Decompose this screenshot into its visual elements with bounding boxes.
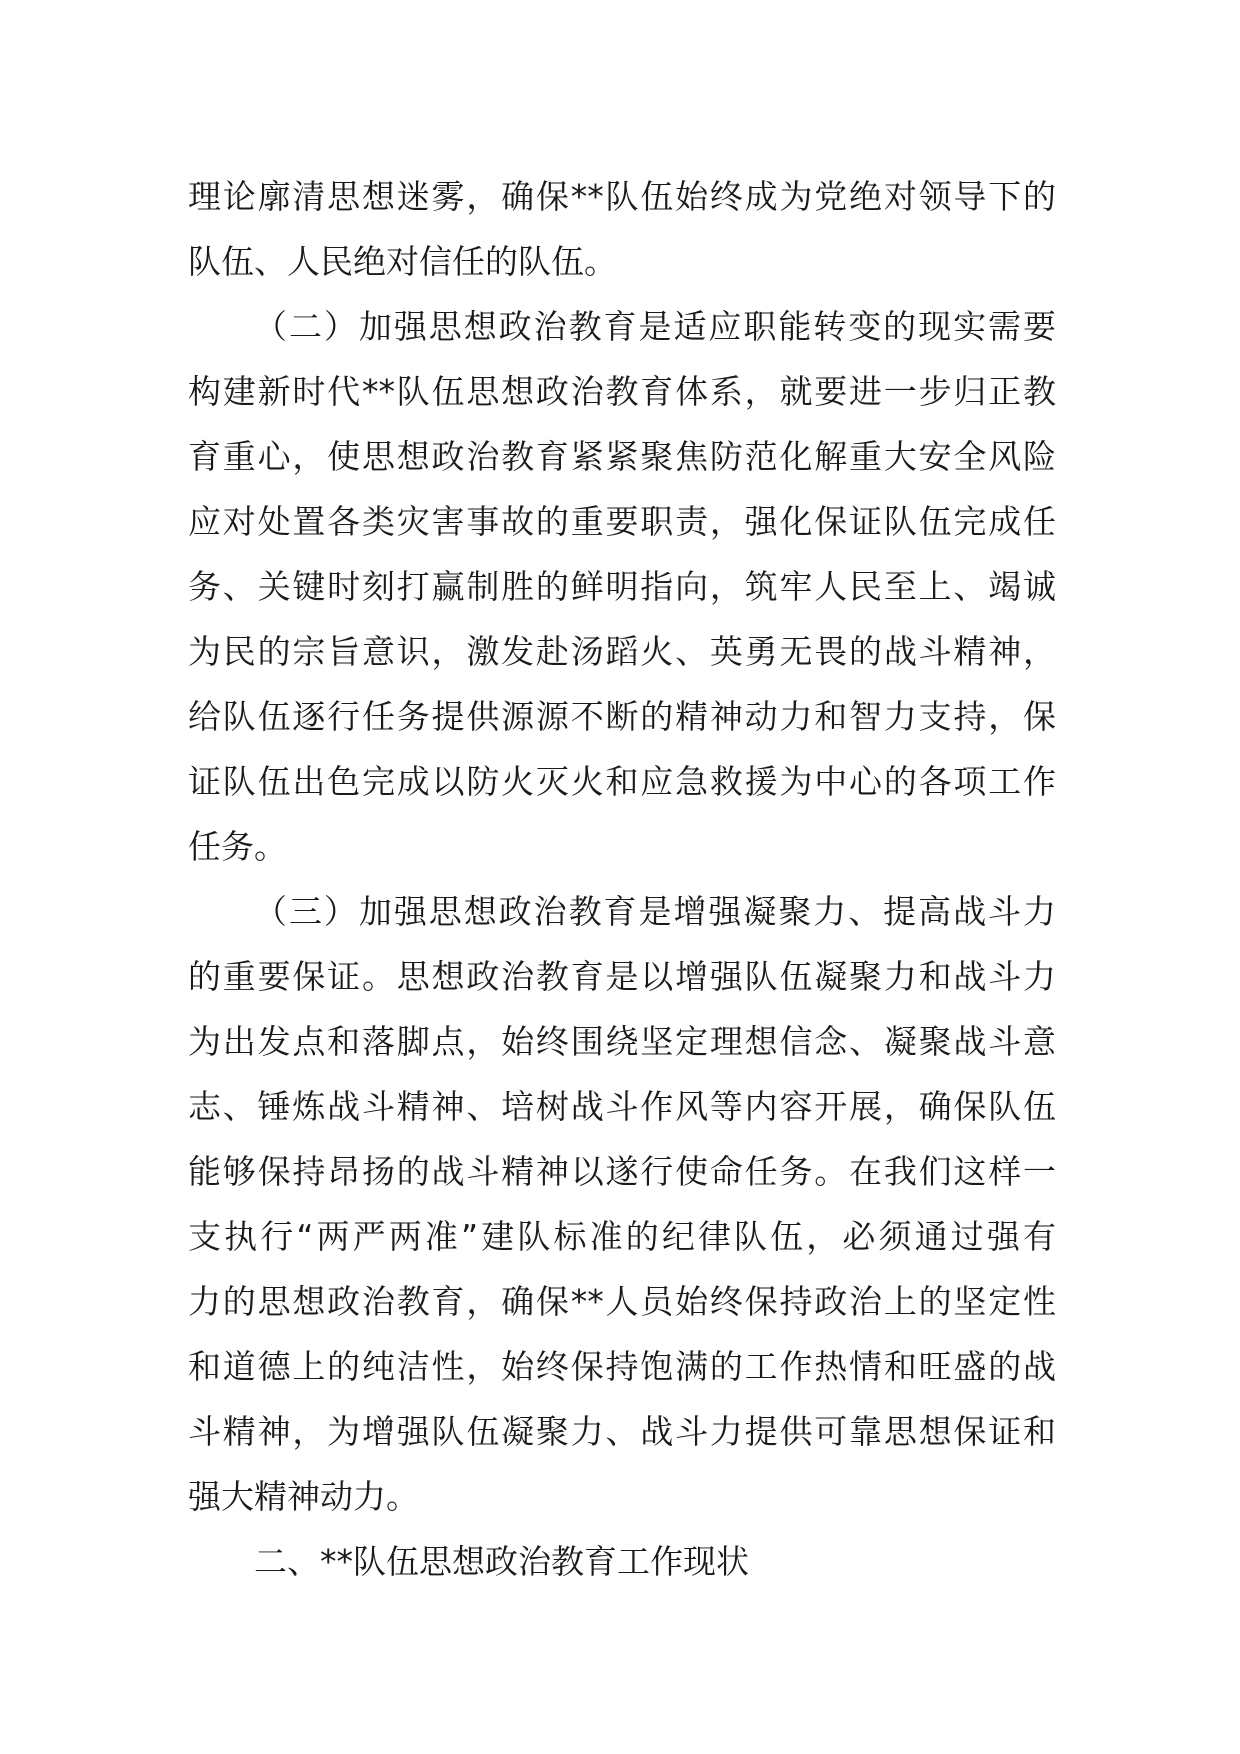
text-line: 支执行“两严两准”建队标准的纪律队伍，必须通过强有 xyxy=(188,1217,1056,1256)
text-line: 为出发点和落脚点，始终围绕坚定理想信念、凝聚战斗意 xyxy=(188,1022,1056,1061)
text-line: 志、锤炼战斗精神、培树战斗作风等内容开展，确保队伍 xyxy=(188,1087,1056,1126)
text-line: 构建新时代**队伍思想政治教育体系，就要进一步归正教 xyxy=(188,372,1056,411)
text-line: 力的思想政治教育，确保**人员始终保持政治上的坚定性 xyxy=(188,1282,1056,1321)
text-line: 队伍、人民绝对信任的队伍。 xyxy=(188,242,617,281)
text-line: 给队伍逐行任务提供源源不断的精神动力和智力支持，保 xyxy=(188,697,1056,736)
text-line: 理论廓清思想迷雾，确保**队伍始终成为党绝对领导下的 xyxy=(188,177,1056,216)
text-line: 任务。 xyxy=(188,827,287,866)
text-line: 和道德上的纯洁性，始终保持饱满的工作热情和旺盛的战 xyxy=(188,1347,1056,1386)
text-line: 应对处置各类灾害事故的重要职责，强化保证队伍完成任 xyxy=(188,502,1056,541)
paragraph-first-line: （三）加强思想政治教育是增强凝聚力、提高战斗力 xyxy=(254,892,1056,931)
section-heading: 二、**队伍思想政治教育工作现状 xyxy=(254,1542,749,1581)
text-line: 斗精神，为增强队伍凝聚力、战斗力提供可靠思想保证和 xyxy=(188,1412,1056,1451)
text-line: 育重心，使思想政治教育紧紧聚焦防范化解重大安全风险 xyxy=(188,437,1056,476)
text-line: 证队伍出色完成以防火灭火和应急救援为中心的各项工作 xyxy=(188,762,1056,801)
text-line: 强大精神动力。 xyxy=(188,1477,419,1516)
text-line: 为民的宗旨意识，激发赴汤蹈火、英勇无畏的战斗精神， xyxy=(188,632,1056,671)
text-line: 能够保持昂扬的战斗精神以遂行使命任务。在我们这样一 xyxy=(188,1152,1056,1191)
body-text xyxy=(188,164,1056,1594)
text-line: 务、关键时刻打赢制胜的鲜明指向，筑牢人民至上、竭诚 xyxy=(188,567,1056,606)
paragraph-first-line: （二）加强思想政治教育是适应职能转变的现实需要 xyxy=(254,307,1056,346)
text-line: 的重要保证。思想政治教育是以增强队伍凝聚力和战斗力 xyxy=(188,957,1056,996)
